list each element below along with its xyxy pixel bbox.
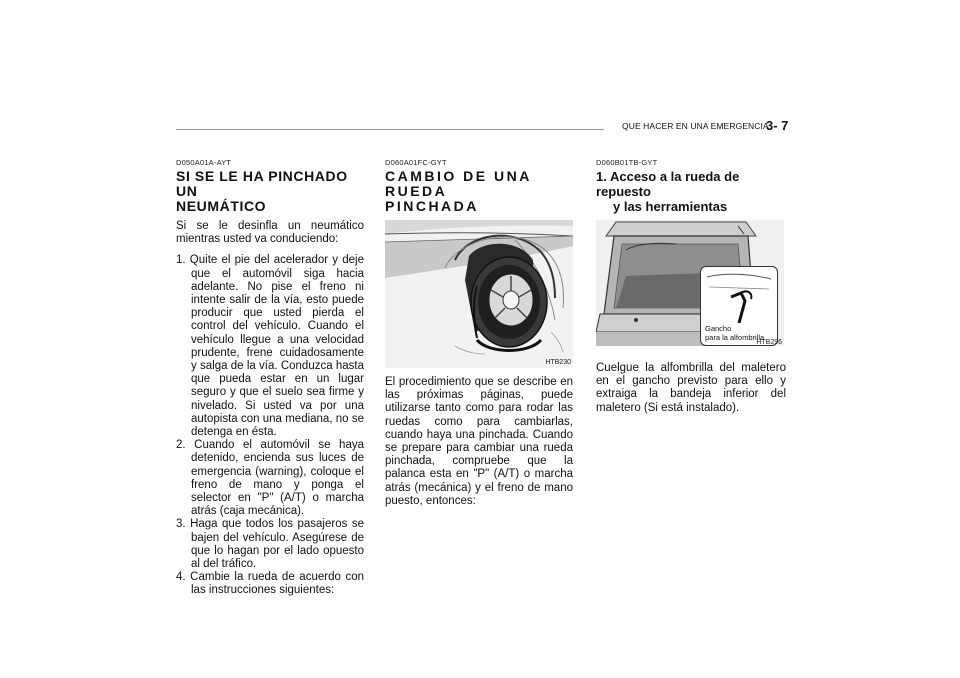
callout-caption — [705, 325, 764, 342]
body-paragraph: El procedimiento que se describe en las próximas páginas, puede utilizarse tanto como para rodar las ruedas como para cambiarlas, cuando haya una pinchada. Cuando se prepare para cambiar una rueda pinchada, compruebe que la palanca esta en "P" (A/T) o marcha atrás (mecánica) y el freno de mano puesto, entonces: — [385, 376, 573, 507]
figure-code: HTB230 — [545, 359, 571, 366]
callout-line-1: Gancho — [705, 324, 732, 333]
section-heading — [385, 169, 573, 214]
section-code: D060B01TB-GYT — [596, 158, 658, 167]
step-item: 3. Haga que todos los pasajeros se bajen del vehículo. Asegúrese de que lo hagan por el lado opuesto al del tráfico. — [176, 518, 364, 571]
step-item: 4. Cambie la rueda de acuerdo con las instrucciones siguientes: — [176, 571, 364, 597]
section-heading — [176, 169, 364, 214]
column-spare-access — [596, 158, 786, 415]
header-rule — [176, 129, 604, 130]
section-title: QUE HACER EN UNA EMERGENCIA — [622, 121, 769, 131]
section-heading — [596, 169, 786, 214]
trunk-illustration — [596, 220, 784, 346]
heading-line-2: y las herramientas — [613, 199, 728, 214]
column-change-tire — [385, 158, 573, 508]
heading-line-2: PINCHADA — [385, 198, 479, 214]
steps-list — [176, 254, 364, 597]
flat-tire-illustration — [385, 220, 573, 368]
callout-line-2: para la alfombrilla — [705, 332, 765, 342]
figure-code: HTB296 — [756, 339, 782, 346]
step-item: 1. Quite el pie del acelerador y deje que el automóvil siga hacia adelante. No pise el freno ni intente salir de la vía, esto puede producir que usted pierda el control del vehículo. Cuando el vehículo llegue a una velocidad prudente, frene cuidadosamente y salga de la vía. Conduzca hasta que pueda estar en un lugar seguro y que el suelo sea firme y nivelado. Si usted va por una autopista con una mediana, no se detenga en ésta. — [176, 254, 364, 439]
page-number: 3- 7 — [766, 118, 789, 133]
column-flat-tire — [176, 158, 364, 598]
intro-paragraph: Si se le desinfla un neumático mientras usted va conduciendo: — [176, 220, 364, 246]
hook-icon — [701, 267, 777, 323]
section-code: D050A01A-AYT — [176, 158, 232, 167]
section-code: D060A01FC-GYT — [385, 158, 447, 167]
body-paragraph: Cuelgue la alfombrilla del maletero en el gancho previsto para ello y extraiga la bandeja inferior del maletero (Si está instalado). — [596, 362, 786, 414]
heading-line-1: SI SE LE HA PINCHADO UN — [176, 168, 348, 199]
car-wheel-drawing — [385, 220, 573, 368]
step-item: 2. Cuando el automóvil se haya detenido, encienda sus luces de emergencia (warning), coloque el freno de mano y ponga el selector en "P" (A/T) o marcha atrás (caja mecánica). — [176, 439, 364, 518]
heading-line-1: CAMBIO DE UNA RUEDA — [385, 168, 532, 199]
heading-line-1: 1. Acceso a la rueda de repuesto — [596, 169, 740, 199]
heading-line-2: NEUMÁTICO — [176, 198, 267, 214]
hook-callout — [700, 266, 778, 346]
